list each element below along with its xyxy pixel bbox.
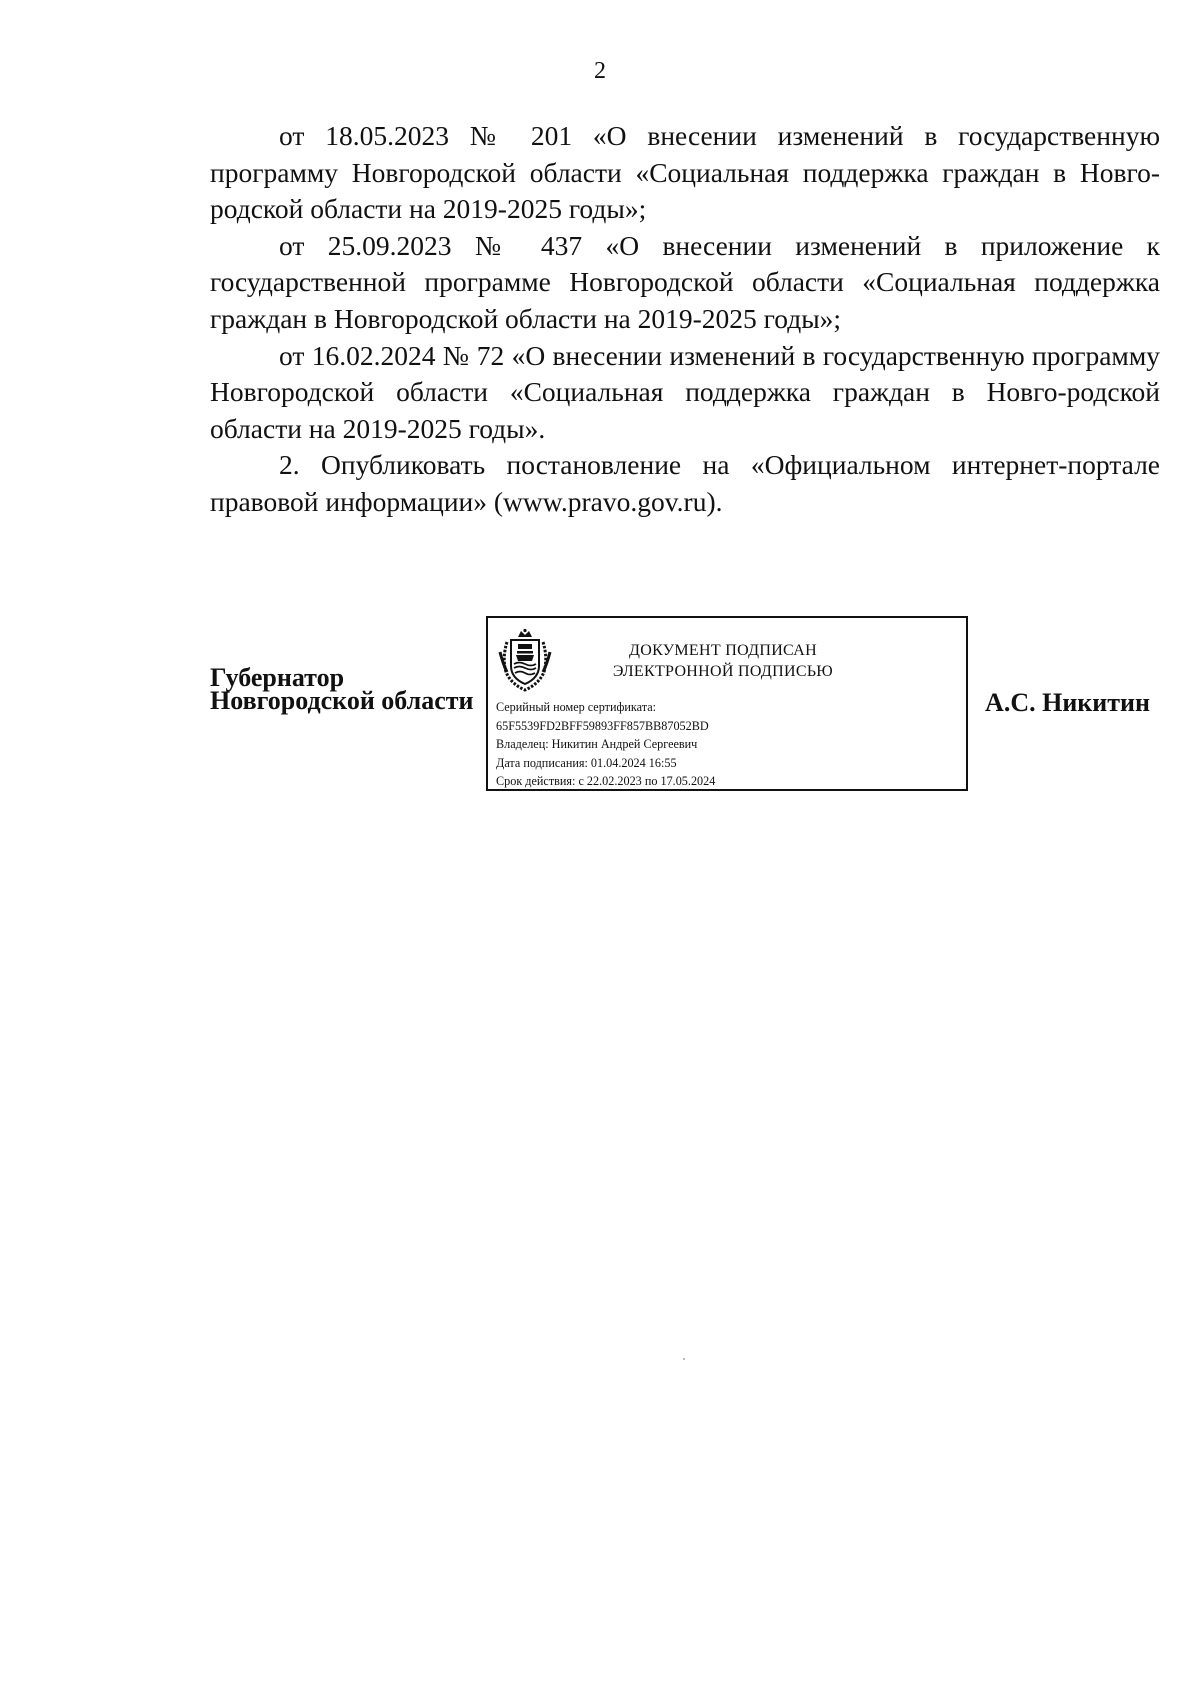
stamp-serial-label: Серийный номер сертификата: [496, 700, 657, 714]
stamp-validity: Срок действия: с 22.02.2023 по 17.05.2024 [496, 774, 716, 789]
stamp-header [558, 640, 888, 682]
electronic-signature-stamp [486, 616, 968, 791]
paragraph-amendment-437: от 25.09.2023 № 437 «О внесении изменений в приложение к государственной программе Новгородской области «Социальная поддержка граждан в Новгородской области на 2019-2025 годы»; [210, 229, 1160, 334]
stamp-signed-date: Дата подписания: 01.04.2024 16:55 [496, 755, 677, 770]
paragraph-amendment-72: от 16.02.2024 № 72 «О внесении изменений в государственную программу Новгородской области «Социальная поддержка граждан в Новго-родской области на 2019-2025 годы». [210, 339, 1160, 444]
signer-name: А.С. Никитин [985, 688, 1150, 717]
signer-title-line2: Новгородской области [210, 686, 474, 715]
document-body [210, 118, 1160, 521]
paragraph-amendment-201: от 18.05.2023 № 201 «О внесении изменений в государственную программу Новгородской области «Социальная поддержка граждан в Новго-родской области на 2019-2025 годы»; [210, 120, 1160, 225]
stamp-header-line1: ДОКУМЕНТ ПОДПИСАН [629, 642, 817, 659]
stamp-header-line2: ЭЛЕКТРОННОЙ ПОДПИСЬЮ [612, 663, 834, 680]
stamp-owner: Владелец: Никитин Андрей Сергеевич [496, 737, 698, 752]
scan-artifact [683, 1358, 685, 1360]
paragraph-publish: 2. Опубликовать постановление на «Официальном интернет-портале правовой информации» (www.pravo.gov.ru). [210, 449, 1160, 517]
novgorod-coat-of-arms-icon [498, 628, 552, 692]
page-number: 2 [594, 58, 606, 84]
stamp-serial-value: 65F5539FD2BFF59893FF857BB87052BD [496, 718, 709, 733]
stamp-details [496, 698, 956, 791]
signer-title [210, 663, 474, 715]
signature-block [210, 616, 1160, 806]
signer-title-line1: Губернатор [210, 663, 345, 692]
